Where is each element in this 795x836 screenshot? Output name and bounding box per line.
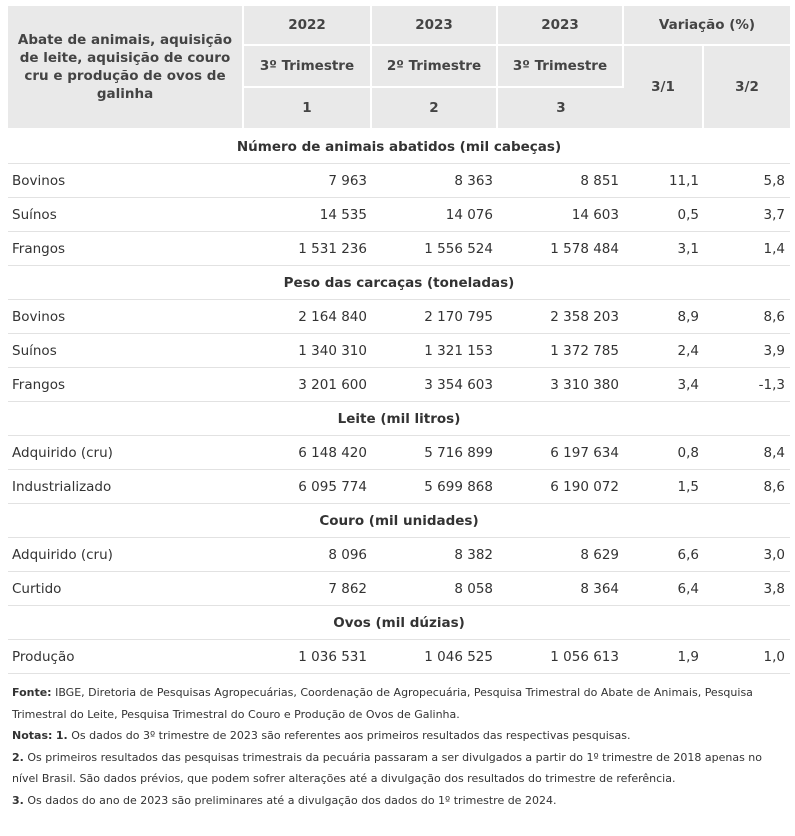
cell-p2: -1,3 [704, 368, 790, 402]
cell-v3: 1 372 785 [498, 334, 624, 368]
table-row [8, 198, 790, 232]
cell-p2: 8,6 [704, 300, 790, 334]
cell-p1: 6,6 [624, 538, 704, 572]
header-label: Abate de animais, aquisição de leite, aquisição de couro cru e produção de ovos de galinha [8, 6, 244, 130]
cell-v1: 2 164 840 [244, 300, 372, 334]
section-header-row [8, 402, 790, 436]
table-row [8, 300, 790, 334]
cell-p1: 2,4 [624, 334, 704, 368]
table-row [8, 640, 790, 674]
col1-period: 3º Trimestre [244, 46, 372, 88]
row-label: Industrializado [8, 470, 244, 504]
cell-v2: 5 699 868 [372, 470, 498, 504]
cell-p1: 8,9 [624, 300, 704, 334]
note-1-text: Os dados do 3º trimestre de 2023 são referentes aos primeiros resultados das respectivas pesquisas. [71, 729, 631, 742]
table-row [8, 368, 790, 402]
cell-v1: 6 148 420 [244, 436, 372, 470]
source-note [12, 682, 787, 725]
row-label: Bovinos [8, 164, 244, 198]
row-label: Frangos [8, 368, 244, 402]
note-2-number: 2. [12, 750, 24, 764]
row-label: Curtido [8, 572, 244, 606]
cell-v3: 2 358 203 [498, 300, 624, 334]
data-table [8, 6, 790, 674]
cell-v2: 1 321 153 [372, 334, 498, 368]
cell-v2: 8 382 [372, 538, 498, 572]
cell-p1: 0,5 [624, 198, 704, 232]
cell-p1: 1,9 [624, 640, 704, 674]
cell-p1: 3,4 [624, 368, 704, 402]
col3-num: 3 [498, 88, 624, 130]
cell-v3: 1 578 484 [498, 232, 624, 266]
variation-3-2: 3/2 [704, 46, 790, 130]
cell-v2: 1 556 524 [372, 232, 498, 266]
cell-v1: 6 095 774 [244, 470, 372, 504]
cell-v1: 8 096 [244, 538, 372, 572]
section-header-row [8, 130, 790, 164]
section-header-row [8, 266, 790, 300]
cell-p2: 3,9 [704, 334, 790, 368]
cell-v2: 14 076 [372, 198, 498, 232]
cell-v3: 8 629 [498, 538, 624, 572]
cell-v1: 14 535 [244, 198, 372, 232]
variation-3-1: 3/1 [624, 46, 704, 130]
table-row [8, 164, 790, 198]
table-row [8, 538, 790, 572]
note-2-text: Os primeiros resultados das pesquisas trimestrais da pecuária passaram a ser divulgados a partir do 1º trimestre de 2018 apenas no nível Brasil. São dados prévios, que podem sofrer alterações até a divulgação dos resultados do trimestre de referência. [12, 750, 763, 785]
cell-p2: 8,6 [704, 470, 790, 504]
cell-v1: 1 340 310 [244, 334, 372, 368]
cell-p2: 3,7 [704, 198, 790, 232]
col1-year: 2022 [244, 6, 372, 46]
section-title: Número de animais abatidos (mil cabeças) [8, 130, 790, 164]
variation-title: Variação (%) [624, 6, 790, 46]
row-label: Bovinos [8, 300, 244, 334]
section-title: Couro (mil unidades) [8, 504, 790, 538]
cell-p2: 3,8 [704, 572, 790, 606]
cell-v1: 1 531 236 [244, 232, 372, 266]
source-label: Fonte: [12, 686, 52, 699]
table-row [8, 232, 790, 266]
table-row [8, 436, 790, 470]
note-2 [12, 747, 787, 790]
section-header-row [8, 504, 790, 538]
row-label: Suínos [8, 334, 244, 368]
section-header-row [8, 606, 790, 640]
cell-v1: 7 963 [244, 164, 372, 198]
notes-line-1 [12, 725, 787, 747]
cell-p1: 11,1 [624, 164, 704, 198]
cell-v3: 1 056 613 [498, 640, 624, 674]
cell-v2: 1 046 525 [372, 640, 498, 674]
cell-v1: 7 862 [244, 572, 372, 606]
cell-p1: 3,1 [624, 232, 704, 266]
note-3-number: 3. [12, 793, 24, 807]
cell-v3: 8 364 [498, 572, 624, 606]
cell-v3: 8 851 [498, 164, 624, 198]
col1-num: 1 [244, 88, 372, 130]
cell-p2: 8,4 [704, 436, 790, 470]
note-3 [12, 790, 787, 812]
row-label: Frangos [8, 232, 244, 266]
section-title: Ovos (mil dúzias) [8, 606, 790, 640]
cell-p1: 6,4 [624, 572, 704, 606]
table-row [8, 334, 790, 368]
col3-period: 3º Trimestre [498, 46, 624, 88]
cell-v2: 2 170 795 [372, 300, 498, 334]
table-row [8, 470, 790, 504]
cell-p2: 3,0 [704, 538, 790, 572]
row-label: Adquirido (cru) [8, 538, 244, 572]
cell-p1: 1,5 [624, 470, 704, 504]
table-footer [12, 682, 787, 811]
section-title: Leite (mil litros) [8, 402, 790, 436]
cell-v2: 8 058 [372, 572, 498, 606]
row-label: Adquirido (cru) [8, 436, 244, 470]
cell-p1: 0,8 [624, 436, 704, 470]
source-text: IBGE, Diretoria de Pesquisas Agropecuárias, Coordenação de Agropecuária, Pesquisa Trimestral do Abate de Animais, Pesquisa Trimestral do Leite, Pesquisa Trimestral do Couro e Produção de Ovos de Galinha. [12, 686, 753, 721]
row-label: Produção [8, 640, 244, 674]
cell-v2: 3 354 603 [372, 368, 498, 402]
row-label: Suínos [8, 198, 244, 232]
col2-num: 2 [372, 88, 498, 130]
col3-year: 2023 [498, 6, 624, 46]
section-title: Peso das carcaças (toneladas) [8, 266, 790, 300]
notes-label: Notas: [12, 729, 53, 742]
table-body [8, 130, 790, 674]
note-3-text: Os dados do ano de 2023 são preliminares até a divulgação dos dados do 1º trimestre de 2024. [27, 793, 557, 807]
note-1-number: 1. [55, 729, 68, 742]
col2-year: 2023 [372, 6, 498, 46]
cell-v2: 5 716 899 [372, 436, 498, 470]
cell-v1: 3 201 600 [244, 368, 372, 402]
col2-period: 2º Trimestre [372, 46, 498, 88]
cell-v3: 14 603 [498, 198, 624, 232]
table-row [8, 572, 790, 606]
cell-v1: 1 036 531 [244, 640, 372, 674]
cell-v2: 8 363 [372, 164, 498, 198]
cell-p2: 1,0 [704, 640, 790, 674]
cell-v3: 3 310 380 [498, 368, 624, 402]
cell-v3: 6 197 634 [498, 436, 624, 470]
cell-v3: 6 190 072 [498, 470, 624, 504]
cell-p2: 1,4 [704, 232, 790, 266]
cell-p2: 5,8 [704, 164, 790, 198]
